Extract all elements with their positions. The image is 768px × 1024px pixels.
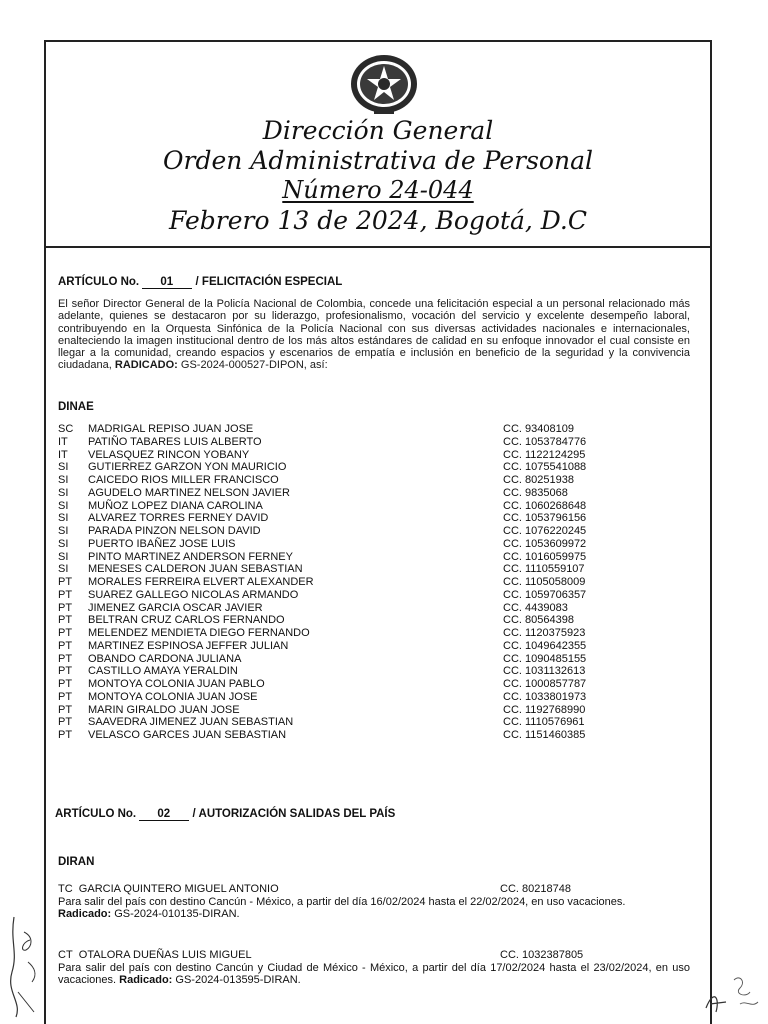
- article-1-heading: [58, 276, 342, 289]
- personnel-rank: PT: [58, 601, 73, 614]
- personnel-cc: CC. 1076220245: [503, 525, 587, 537]
- personnel-name: MORALES FERREIRA ELVERT ALEXANDER: [88, 576, 314, 588]
- personnel-name: VELASQUEZ RINCON YOBANY: [88, 448, 250, 461]
- personnel-name: MONTOYA COLONIA JUAN PABLO: [88, 678, 265, 690]
- article-1-title: / FELICITACIÓN ESPECIAL: [195, 276, 343, 288]
- entry-text: Para salir del país con destino Cancún y Ciudad de México - México, a partir del día 17/02/2024 hasta el 23/02/2024, en uso vacaciones.: [58, 962, 690, 986]
- personnel-rank: PT: [58, 665, 73, 678]
- entry-rank: CT: [58, 949, 73, 961]
- personnel-cc: CC. 4439083: [503, 601, 568, 614]
- personnel-name: SAAVEDRA JIMENEZ JUAN SEBASTIAN: [88, 716, 294, 729]
- personnel-row: [58, 423, 618, 436]
- personnel-name: PARADA PINZON NELSON DAVID: [88, 525, 261, 537]
- personnel-name: ALVAREZ TORRES FERNEY DAVID: [88, 512, 269, 525]
- personnel-rank: SI: [58, 525, 69, 537]
- personnel-rank: SI: [58, 537, 69, 550]
- personnel-rank: SI: [58, 563, 69, 576]
- personnel-cc: CC. 1053784776: [503, 435, 587, 448]
- personnel-name: SUAREZ GALLEGO NICOLAS ARMANDO: [88, 588, 299, 601]
- article-1-body-text: El señor Director General de la Policía Nacional de Colombia, concede una felicitación especial a un personal relacionado más adelante, quienes se destacaron por su liderazgo, profesionalismo, vocación del servicio y excelente desempeño laboral, contribuyendo en la Orquesta Sinfónica de la Policía Nacional con sus diversas actividades nacionales e internacionales, enalteciendo la imagen institucional dentro de los más altos estándares de calidad en su enfoque innovador el cual consiste en llegar a la comunidad, creando espacios y escenarios de empatía e inclusión en beneficio de la seguridad y la convivencia ciudadana,: [58, 298, 690, 372]
- personnel-row: [58, 716, 618, 729]
- personnel-name: CASTILLO AMAYA YERALDIN: [88, 665, 238, 678]
- personnel-rank: SI: [58, 499, 69, 512]
- personnel-row: [58, 653, 618, 666]
- personnel-name: CAICEDO RIOS MILLER FRANCISCO: [88, 474, 279, 486]
- personnel-rank: IT: [58, 448, 68, 461]
- personnel-rank: PT: [58, 729, 73, 741]
- margin-initials-mark: [700, 968, 766, 1020]
- personnel-name: JIMENEZ GARCIA OSCAR JAVIER: [88, 601, 263, 614]
- personnel-name: MONTOYA COLONIA JUAN JOSE: [88, 690, 258, 703]
- personnel-name: MELENDEZ MENDIETA DIEGO FERNANDO: [88, 627, 310, 639]
- personnel-row: [58, 474, 618, 487]
- personnel-rank: PT: [58, 690, 73, 703]
- personnel-rank: PT: [58, 588, 73, 601]
- personnel-row: [58, 525, 618, 538]
- personnel-row: [58, 487, 618, 500]
- entry-radicado-label: Radicado:: [58, 907, 112, 920]
- personnel-rank: SI: [58, 474, 69, 486]
- personnel-list: [58, 423, 618, 742]
- article-1-radicado-value: GS-2024-000527-DIPON, así:: [177, 359, 328, 372]
- personnel-row: [58, 589, 618, 602]
- personnel-cc: CC. 1120375923: [503, 627, 586, 639]
- personnel-name: PINTO MARTINEZ ANDERSON FERNEY: [88, 550, 293, 563]
- travel-entry: [58, 950, 690, 987]
- header-line-direction: Dirección General: [262, 116, 494, 145]
- personnel-row: [58, 614, 618, 627]
- personnel-row: [58, 640, 618, 653]
- entry-cc: CC. 80218748: [500, 883, 571, 895]
- personnel-cc: CC. 1053609972: [503, 537, 587, 550]
- article-1-body: [58, 298, 690, 372]
- personnel-row: [58, 678, 618, 691]
- travel-entry: [58, 884, 690, 921]
- personnel-cc: CC. 1122124295: [503, 448, 586, 461]
- personnel-name: VELASCO GARCES JUAN SEBASTIAN: [88, 729, 287, 741]
- article-2-title: / AUTORIZACIÓN SALIDAS DEL PAÍS: [192, 808, 396, 820]
- personnel-cc: CC. 9835068: [503, 486, 568, 499]
- personnel-name: MENESES CALDERON JUAN SEBASTIAN: [88, 563, 303, 576]
- personnel-name: MARTINEZ ESPINOSA JEFFER JULIAN: [88, 639, 289, 652]
- personnel-name: AGUDELO MARTINEZ NELSON JAVIER: [88, 486, 290, 499]
- personnel-cc: CC. 1075541088: [503, 461, 587, 474]
- entry-text: Para salir del país con destino Cancún - México, a partir del día 16/02/2024 hasta el 22/02/2024, en uso vacaciones.: [58, 896, 626, 908]
- personnel-cc: CC. 1033801973: [503, 690, 587, 703]
- entry-radicado-value: GS-2024-010135-DIRAN.: [111, 907, 240, 920]
- personnel-rank: PT: [58, 703, 73, 716]
- personnel-row: [58, 538, 618, 551]
- margin-signature-mark: [4, 912, 44, 1022]
- personnel-cc: CC. 1031132613: [503, 665, 586, 678]
- personnel-cc: CC. 1151460385: [503, 729, 586, 741]
- personnel-row: [58, 729, 618, 742]
- entry-cc: CC. 1032387805: [500, 949, 584, 961]
- personnel-cc: CC. 1059706357: [503, 588, 587, 601]
- personnel-row: [58, 665, 618, 678]
- article-2-number: 02: [139, 808, 189, 821]
- personnel-name: MADRIGAL REPISO JUAN JOSE: [88, 423, 254, 435]
- personnel-rank: PT: [58, 627, 73, 639]
- personnel-cc: CC. 1105058009: [503, 576, 586, 588]
- personnel-rank: SI: [58, 486, 69, 499]
- personnel-row: [58, 576, 618, 589]
- personnel-rank: PT: [58, 639, 73, 652]
- personnel-rank: PT: [58, 678, 73, 690]
- personnel-cc: CC. 1192768990: [503, 703, 586, 716]
- personnel-row: [58, 449, 618, 462]
- entry-name: OTALORA DUEÑAS LUIS MIGUEL: [78, 949, 252, 961]
- personnel-cc: CC. 1053796156: [503, 512, 587, 525]
- personnel-cc: CC. 80564398: [503, 614, 574, 627]
- personnel-cc: CC. 1060268648: [503, 499, 587, 512]
- personnel-name: PUERTO IBAÑEZ JOSE LUIS: [88, 537, 236, 550]
- article-2-unit: DIRAN: [58, 856, 95, 868]
- personnel-row: [58, 563, 618, 576]
- entry-radicado-value: GS-2024-013595-DIRAN.: [172, 973, 301, 986]
- personnel-row: [58, 602, 618, 615]
- personnel-rank: PT: [58, 652, 73, 665]
- personnel-row: [58, 500, 618, 513]
- personnel-name: OBANDO CARDONA JULIANA: [88, 652, 242, 665]
- personnel-name: BELTRAN CRUZ CARLOS FERNANDO: [88, 614, 285, 627]
- header-line-order-title: Orden Administrativa de Personal: [163, 146, 593, 175]
- entry-rank: TC: [58, 883, 73, 895]
- article-1-unit: DINAE: [58, 401, 94, 413]
- personnel-cc: CC. 1016059975: [503, 550, 587, 563]
- personnel-cc: CC. 1000857787: [503, 678, 587, 690]
- personnel-row: [58, 512, 618, 525]
- article-1-radicado-label: RADICADO:: [114, 359, 178, 372]
- personnel-rank: SI: [58, 512, 69, 525]
- personnel-cc: CC. 1110576961: [503, 716, 585, 729]
- personnel-rank: PT: [58, 576, 73, 588]
- personnel-rank: PT: [58, 716, 73, 729]
- header-line-date: Febrero 13 de 2024, Bogotá, D.C: [168, 206, 588, 235]
- personnel-cc: CC. 93408109: [503, 423, 574, 435]
- personnel-cc: CC. 1110559107: [503, 563, 585, 576]
- personnel-name: MARIN GIRALDO JUAN JOSE: [88, 703, 240, 716]
- personnel-cc: CC. 80251938: [503, 474, 574, 486]
- article-1-number: 01: [142, 276, 192, 289]
- personnel-rank: IT: [58, 435, 68, 448]
- personnel-name: GUTIERREZ GARZON YON MAURICIO: [88, 461, 287, 474]
- article-2-label: ARTÍCULO No.: [55, 808, 137, 820]
- personnel-row: [58, 704, 618, 717]
- personnel-rank: SI: [58, 461, 69, 474]
- personnel-row: [58, 691, 618, 704]
- personnel-row: [58, 551, 618, 564]
- personnel-row: [58, 461, 618, 474]
- personnel-cc: CC. 1049642355: [503, 639, 587, 652]
- personnel-rank: SC: [58, 423, 74, 435]
- personnel-rank: PT: [58, 614, 73, 627]
- entry-radicado-label: Radicado:: [119, 973, 173, 986]
- personnel-name: MUÑOZ LOPEZ DIANA CAROLINA: [88, 499, 263, 512]
- article-1-label: ARTÍCULO No.: [58, 276, 140, 288]
- article-2-heading: [55, 808, 395, 821]
- personnel-cc: CC. 1090485155: [503, 652, 587, 665]
- police-seal-icon: [348, 52, 420, 118]
- header-line-number: Número 24-044: [282, 176, 474, 204]
- personnel-row: [58, 627, 618, 640]
- personnel-rank: SI: [58, 550, 69, 563]
- personnel-name: PATIÑO TABARES LUIS ALBERTO: [88, 435, 262, 448]
- personnel-row: [58, 436, 618, 449]
- document-header: [46, 42, 710, 248]
- entry-name: GARCIA QUINTERO MIGUEL ANTONIO: [78, 883, 279, 895]
